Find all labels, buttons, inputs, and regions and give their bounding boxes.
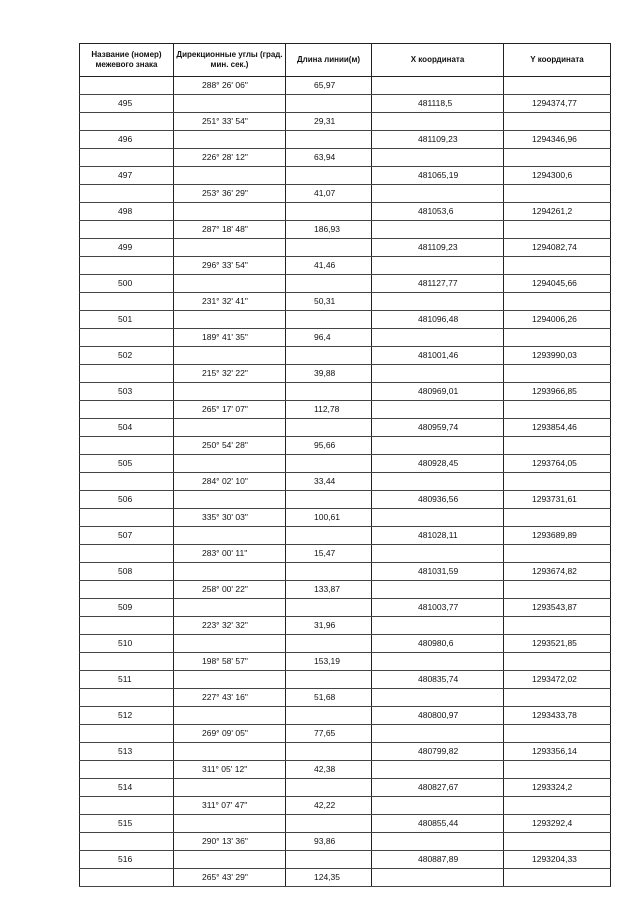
- segment-row: [80, 833, 611, 851]
- point-name: 507: [80, 527, 174, 545]
- point-row: [80, 455, 611, 473]
- segment-row: [80, 77, 611, 95]
- y-coordinate: 1293674,82: [504, 563, 611, 581]
- empty-cell: [286, 347, 372, 365]
- line-length: 63,94: [286, 149, 372, 167]
- point-name: 511: [80, 671, 174, 689]
- empty-cell: [80, 617, 174, 635]
- point-name: 499: [80, 239, 174, 257]
- line-length: 42,38: [286, 761, 372, 779]
- empty-cell: [80, 365, 174, 383]
- empty-cell: [174, 599, 286, 617]
- empty-cell: [372, 401, 504, 419]
- empty-cell: [372, 797, 504, 815]
- line-length: 31,96: [286, 617, 372, 635]
- y-coordinate: 1293731,61: [504, 491, 611, 509]
- empty-cell: [286, 275, 372, 293]
- line-length: 41,07: [286, 185, 372, 203]
- table-header-row: [80, 44, 611, 77]
- empty-cell: [504, 329, 611, 347]
- empty-cell: [80, 77, 174, 95]
- empty-cell: [372, 293, 504, 311]
- empty-cell: [504, 185, 611, 203]
- x-coordinate: 481031,59: [372, 563, 504, 581]
- segment-row: [80, 221, 611, 239]
- empty-cell: [504, 545, 611, 563]
- empty-cell: [174, 95, 286, 113]
- table-body: [80, 77, 611, 887]
- empty-cell: [286, 743, 372, 761]
- point-name: 498: [80, 203, 174, 221]
- empty-cell: [80, 149, 174, 167]
- segment-row: [80, 149, 611, 167]
- segment-row: [80, 653, 611, 671]
- y-coordinate: 1293521,85: [504, 635, 611, 653]
- empty-cell: [80, 761, 174, 779]
- direction-angle: 258° 00' 22": [174, 581, 286, 599]
- empty-cell: [372, 689, 504, 707]
- point-row: [80, 239, 611, 257]
- empty-cell: [372, 77, 504, 95]
- point-row: [80, 203, 611, 221]
- empty-cell: [504, 149, 611, 167]
- direction-angle: 227° 43' 16": [174, 689, 286, 707]
- point-name: 514: [80, 779, 174, 797]
- segment-row: [80, 113, 611, 131]
- point-name: 513: [80, 743, 174, 761]
- empty-cell: [174, 455, 286, 473]
- y-coordinate: 1294261,2: [504, 203, 611, 221]
- empty-cell: [372, 113, 504, 131]
- empty-cell: [174, 491, 286, 509]
- empty-cell: [504, 725, 611, 743]
- point-row: [80, 383, 611, 401]
- empty-cell: [174, 743, 286, 761]
- point-row: [80, 491, 611, 509]
- direction-angle: 198° 58' 57": [174, 653, 286, 671]
- line-length: 124,35: [286, 869, 372, 887]
- header-length: Длина линии(м): [286, 44, 372, 77]
- y-coordinate: 1293433,78: [504, 707, 611, 725]
- empty-cell: [174, 383, 286, 401]
- empty-cell: [504, 221, 611, 239]
- x-coordinate: 480928,45: [372, 455, 504, 473]
- line-length: 39,88: [286, 365, 372, 383]
- x-coordinate: 480835,74: [372, 671, 504, 689]
- segment-row: [80, 437, 611, 455]
- empty-cell: [504, 113, 611, 131]
- line-length: 33,44: [286, 473, 372, 491]
- direction-angle: 189° 41' 35": [174, 329, 286, 347]
- empty-cell: [504, 653, 611, 671]
- empty-cell: [174, 203, 286, 221]
- empty-cell: [372, 221, 504, 239]
- empty-cell: [504, 473, 611, 491]
- header-y: Y координата: [504, 44, 611, 77]
- y-coordinate: 1294346,96: [504, 131, 611, 149]
- point-name: 497: [80, 167, 174, 185]
- y-coordinate: 1294006,26: [504, 311, 611, 329]
- direction-angle: 250° 54' 28": [174, 437, 286, 455]
- empty-cell: [80, 797, 174, 815]
- empty-cell: [372, 545, 504, 563]
- x-coordinate: 480887,89: [372, 851, 504, 869]
- empty-cell: [174, 239, 286, 257]
- line-length: 133,87: [286, 581, 372, 599]
- empty-cell: [286, 707, 372, 725]
- line-length: 65,97: [286, 77, 372, 95]
- y-coordinate: 1294374,77: [504, 95, 611, 113]
- empty-cell: [372, 257, 504, 275]
- direction-angle: 223° 32' 32": [174, 617, 286, 635]
- line-length: 42,22: [286, 797, 372, 815]
- empty-cell: [504, 437, 611, 455]
- direction-angle: 253° 36' 29": [174, 185, 286, 203]
- x-coordinate: 480959,74: [372, 419, 504, 437]
- empty-cell: [174, 671, 286, 689]
- empty-cell: [372, 653, 504, 671]
- empty-cell: [372, 617, 504, 635]
- empty-cell: [504, 257, 611, 275]
- point-name: 516: [80, 851, 174, 869]
- empty-cell: [80, 293, 174, 311]
- empty-cell: [80, 869, 174, 887]
- empty-cell: [372, 761, 504, 779]
- empty-cell: [174, 167, 286, 185]
- empty-cell: [286, 671, 372, 689]
- direction-angle: 311° 07' 47": [174, 797, 286, 815]
- line-length: 95,66: [286, 437, 372, 455]
- empty-cell: [504, 869, 611, 887]
- point-row: [80, 563, 611, 581]
- empty-cell: [286, 527, 372, 545]
- point-row: [80, 707, 611, 725]
- empty-cell: [174, 851, 286, 869]
- x-coordinate: 481109,23: [372, 131, 504, 149]
- point-row: [80, 311, 611, 329]
- empty-cell: [80, 401, 174, 419]
- segment-row: [80, 581, 611, 599]
- empty-cell: [80, 437, 174, 455]
- point-row: [80, 743, 611, 761]
- point-row: [80, 599, 611, 617]
- x-coordinate: 481127,77: [372, 275, 504, 293]
- line-length: 153,19: [286, 653, 372, 671]
- x-coordinate: 480799,82: [372, 743, 504, 761]
- y-coordinate: 1294082,74: [504, 239, 611, 257]
- point-name: 502: [80, 347, 174, 365]
- point-name: 505: [80, 455, 174, 473]
- empty-cell: [286, 311, 372, 329]
- point-row: [80, 167, 611, 185]
- direction-angle: 335° 30' 03": [174, 509, 286, 527]
- direction-angle: 287° 18' 48": [174, 221, 286, 239]
- y-coordinate: 1293543,87: [504, 599, 611, 617]
- empty-cell: [174, 347, 286, 365]
- direction-angle: 226° 28' 12": [174, 149, 286, 167]
- empty-cell: [504, 509, 611, 527]
- line-length: 93,86: [286, 833, 372, 851]
- segment-row: [80, 473, 611, 491]
- empty-cell: [174, 311, 286, 329]
- empty-cell: [504, 293, 611, 311]
- direction-angle: 284° 02' 10": [174, 473, 286, 491]
- empty-cell: [286, 779, 372, 797]
- y-coordinate: 1293204,33: [504, 851, 611, 869]
- x-coordinate: 480800,97: [372, 707, 504, 725]
- y-coordinate: 1293990,03: [504, 347, 611, 365]
- empty-cell: [80, 725, 174, 743]
- segment-row: [80, 797, 611, 815]
- direction-angle: 269° 09' 05": [174, 725, 286, 743]
- segment-row: [80, 725, 611, 743]
- empty-cell: [504, 581, 611, 599]
- boundary-coordinates-table: [79, 43, 611, 887]
- point-name: 503: [80, 383, 174, 401]
- segment-row: [80, 545, 611, 563]
- x-coordinate: 481109,23: [372, 239, 504, 257]
- empty-cell: [174, 815, 286, 833]
- empty-cell: [174, 563, 286, 581]
- x-coordinate: 481053,6: [372, 203, 504, 221]
- x-coordinate: 480827,67: [372, 779, 504, 797]
- empty-cell: [372, 149, 504, 167]
- line-length: 100,61: [286, 509, 372, 527]
- empty-cell: [80, 581, 174, 599]
- y-coordinate: 1293764,05: [504, 455, 611, 473]
- empty-cell: [80, 689, 174, 707]
- segment-row: [80, 689, 611, 707]
- point-name: 495: [80, 95, 174, 113]
- point-row: [80, 131, 611, 149]
- point-name: 509: [80, 599, 174, 617]
- empty-cell: [286, 599, 372, 617]
- empty-cell: [80, 221, 174, 239]
- direction-angle: 296° 33' 54": [174, 257, 286, 275]
- segment-row: [80, 365, 611, 383]
- empty-cell: [372, 581, 504, 599]
- empty-cell: [504, 401, 611, 419]
- point-name: 500: [80, 275, 174, 293]
- direction-angle: 231° 32' 41": [174, 293, 286, 311]
- empty-cell: [286, 455, 372, 473]
- segment-row: [80, 869, 611, 887]
- x-coordinate: 481028,11: [372, 527, 504, 545]
- y-coordinate: 1294045,66: [504, 275, 611, 293]
- segment-row: [80, 617, 611, 635]
- y-coordinate: 1293472,02: [504, 671, 611, 689]
- point-name: 506: [80, 491, 174, 509]
- empty-cell: [504, 797, 611, 815]
- x-coordinate: 480980,6: [372, 635, 504, 653]
- direction-angle: 311° 05' 12": [174, 761, 286, 779]
- x-coordinate: 481096,48: [372, 311, 504, 329]
- empty-cell: [80, 329, 174, 347]
- point-name: 504: [80, 419, 174, 437]
- direction-angle: 251° 33' 54": [174, 113, 286, 131]
- x-coordinate: 481001,46: [372, 347, 504, 365]
- empty-cell: [372, 725, 504, 743]
- empty-cell: [80, 473, 174, 491]
- empty-cell: [372, 365, 504, 383]
- y-coordinate: 1293324,2: [504, 779, 611, 797]
- empty-cell: [286, 239, 372, 257]
- line-length: 186,93: [286, 221, 372, 239]
- empty-cell: [372, 833, 504, 851]
- empty-cell: [504, 833, 611, 851]
- y-coordinate: 1293292,4: [504, 815, 611, 833]
- point-row: [80, 671, 611, 689]
- empty-cell: [504, 761, 611, 779]
- line-length: 51,68: [286, 689, 372, 707]
- point-name: 496: [80, 131, 174, 149]
- line-length: 112,78: [286, 401, 372, 419]
- header-x: X координата: [372, 44, 504, 77]
- empty-cell: [174, 635, 286, 653]
- segment-row: [80, 293, 611, 311]
- direction-angle: 265° 17' 07": [174, 401, 286, 419]
- empty-cell: [286, 563, 372, 581]
- point-name: 501: [80, 311, 174, 329]
- x-coordinate: 481065,19: [372, 167, 504, 185]
- empty-cell: [80, 509, 174, 527]
- segment-row: [80, 185, 611, 203]
- line-length: 29,31: [286, 113, 372, 131]
- point-name: 510: [80, 635, 174, 653]
- x-coordinate: 480969,01: [372, 383, 504, 401]
- direction-angle: 283° 00' 11": [174, 545, 286, 563]
- empty-cell: [174, 707, 286, 725]
- empty-cell: [286, 419, 372, 437]
- segment-row: [80, 329, 611, 347]
- empty-cell: [372, 473, 504, 491]
- y-coordinate: 1293854,46: [504, 419, 611, 437]
- point-row: [80, 95, 611, 113]
- y-coordinate: 1293356,14: [504, 743, 611, 761]
- direction-angle: 265° 43' 29": [174, 869, 286, 887]
- line-length: 96,4: [286, 329, 372, 347]
- point-row: [80, 851, 611, 869]
- point-row: [80, 635, 611, 653]
- x-coordinate: 481118,5: [372, 95, 504, 113]
- empty-cell: [80, 185, 174, 203]
- header-name: Название (номер) межевого знака: [80, 44, 174, 77]
- empty-cell: [286, 383, 372, 401]
- header-angles: Дирекционные углы (град. мин. сек.): [174, 44, 286, 77]
- empty-cell: [174, 779, 286, 797]
- empty-cell: [286, 167, 372, 185]
- empty-cell: [372, 437, 504, 455]
- direction-angle: 290° 13' 36": [174, 833, 286, 851]
- empty-cell: [80, 653, 174, 671]
- direction-angle: 215° 32' 22": [174, 365, 286, 383]
- segment-row: [80, 257, 611, 275]
- segment-row: [80, 761, 611, 779]
- empty-cell: [504, 689, 611, 707]
- empty-cell: [174, 527, 286, 545]
- x-coordinate: 481003,77: [372, 599, 504, 617]
- empty-cell: [174, 275, 286, 293]
- y-coordinate: 1294300,6: [504, 167, 611, 185]
- point-row: [80, 527, 611, 545]
- empty-cell: [372, 869, 504, 887]
- point-name: 508: [80, 563, 174, 581]
- point-row: [80, 779, 611, 797]
- point-row: [80, 815, 611, 833]
- point-name: 515: [80, 815, 174, 833]
- line-length: 77,65: [286, 725, 372, 743]
- empty-cell: [80, 257, 174, 275]
- line-length: 50,31: [286, 293, 372, 311]
- empty-cell: [174, 131, 286, 149]
- empty-cell: [504, 77, 611, 95]
- empty-cell: [372, 185, 504, 203]
- y-coordinate: 1293966,85: [504, 383, 611, 401]
- empty-cell: [286, 131, 372, 149]
- empty-cell: [80, 833, 174, 851]
- point-name: 512: [80, 707, 174, 725]
- empty-cell: [286, 815, 372, 833]
- point-row: [80, 275, 611, 293]
- empty-cell: [286, 203, 372, 221]
- line-length: 15,47: [286, 545, 372, 563]
- empty-cell: [372, 329, 504, 347]
- segment-row: [80, 509, 611, 527]
- point-row: [80, 347, 611, 365]
- empty-cell: [286, 95, 372, 113]
- segment-row: [80, 401, 611, 419]
- empty-cell: [286, 491, 372, 509]
- direction-angle: 288° 26' 06": [174, 77, 286, 95]
- empty-cell: [504, 617, 611, 635]
- empty-cell: [174, 419, 286, 437]
- y-coordinate: 1293689,89: [504, 527, 611, 545]
- x-coordinate: 480855,44: [372, 815, 504, 833]
- empty-cell: [504, 365, 611, 383]
- empty-cell: [80, 113, 174, 131]
- empty-cell: [286, 635, 372, 653]
- point-row: [80, 419, 611, 437]
- empty-cell: [372, 509, 504, 527]
- empty-cell: [80, 545, 174, 563]
- empty-cell: [286, 851, 372, 869]
- x-coordinate: 480936,56: [372, 491, 504, 509]
- line-length: 41,46: [286, 257, 372, 275]
